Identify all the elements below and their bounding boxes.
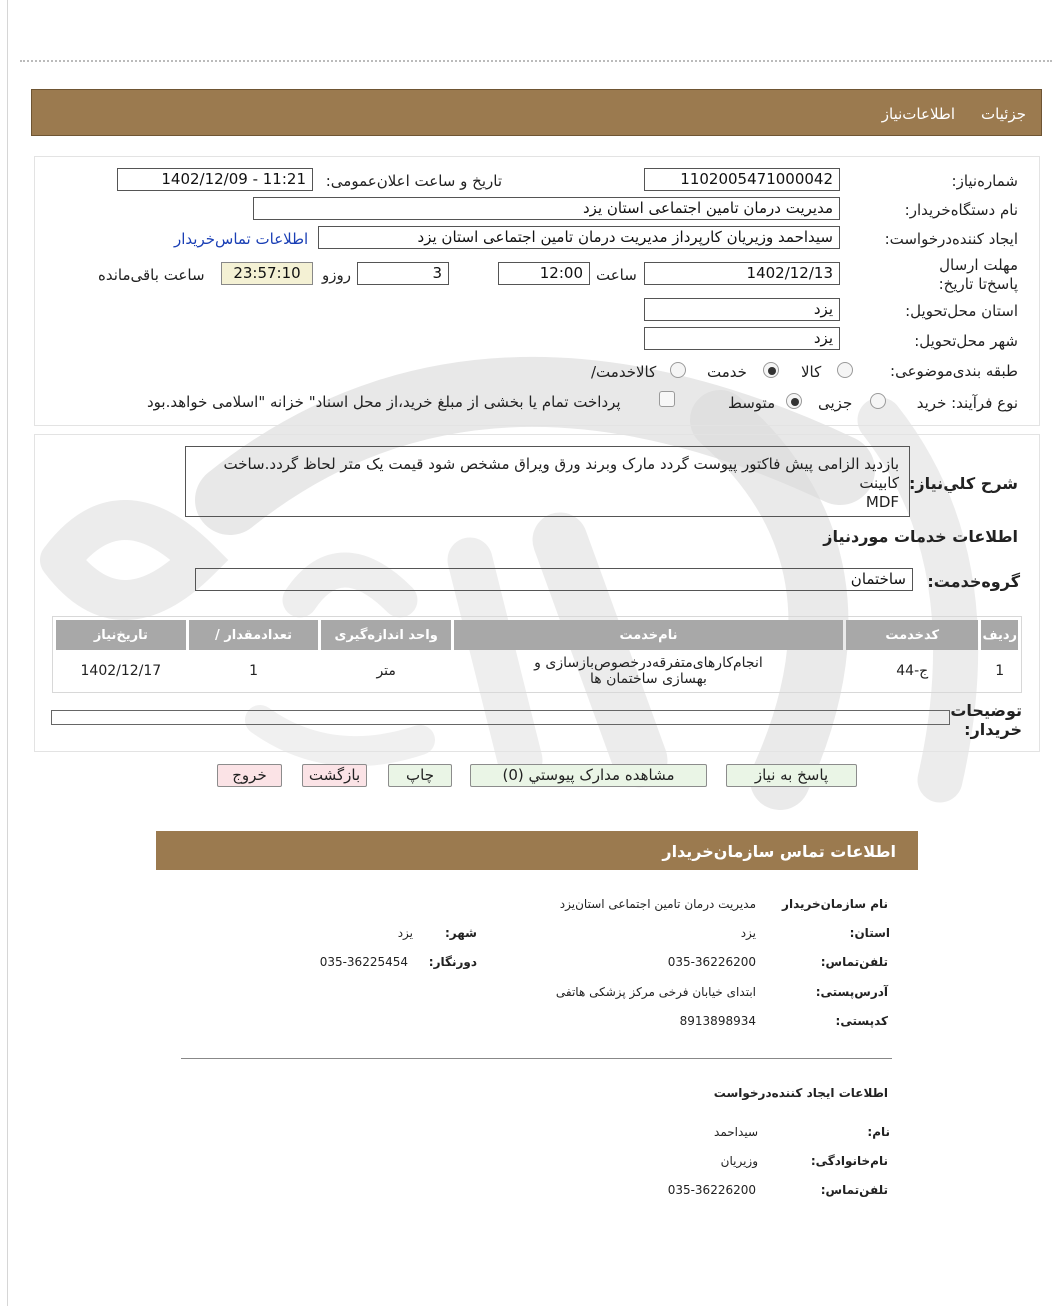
- table-row: [56, 653, 1018, 689]
- buyer-org-field[interactable]: مدیریت درمان تامین اجتماعی استان یزد: [253, 197, 840, 220]
- deadline-time-field[interactable]: 12:00: [498, 262, 590, 285]
- service-group-label: گروه‌خدمت:: [927, 572, 1020, 591]
- contact-separator: [181, 1058, 892, 1059]
- phone-value: 035-36226200: [667, 955, 756, 969]
- postal-code-value: 8913898934: [679, 1014, 756, 1028]
- buyer-org-label: نام دستگاه‌خریدار:: [904, 201, 1018, 219]
- reply-button[interactable]: پاسخ به نیاز: [726, 764, 857, 787]
- services-table: [52, 616, 1022, 693]
- summary-line-3: MDF: [865, 493, 899, 511]
- cell-name-line-1: انجام‌کارهای‌متفرقه‌درخصوص‌بازسازی و: [534, 655, 763, 671]
- back-button[interactable]: بازگشت: [302, 764, 367, 787]
- creator-family-label: نام‌خانوادگی:: [810, 1154, 888, 1168]
- address-label: آدرس‌پستی:: [815, 985, 888, 999]
- tab-need-info[interactable]: اطلاعات‌نیاز: [881, 105, 955, 123]
- services-table-header: [56, 620, 1018, 650]
- address-value: ابتدای خیابان فرخی مرکز پزشکی هاتفی: [555, 985, 756, 999]
- delivery-city-label: شهر محل‌تحویل:: [914, 332, 1018, 350]
- province-label: استان:: [849, 926, 890, 940]
- deadline-time-label: ساعت: [596, 266, 637, 284]
- treasury-payment-note: پرداخت تمام یا بخشی از مبلغ خرید،از محل اسناد" خزانه "اسلامی خواهد.بود: [147, 393, 621, 411]
- col-unit: واحد اندازه‌گیری: [321, 620, 451, 650]
- print-button[interactable]: چاپ: [388, 764, 452, 787]
- city-value: یزد: [397, 926, 413, 940]
- buyer-contact-section-title: [156, 831, 918, 870]
- phone-label: تلفن‌تماس:: [820, 955, 888, 969]
- need-number-label: شماره‌نیاز:: [951, 172, 1018, 190]
- need-number-field[interactable]: 1102005471000042: [644, 168, 840, 191]
- col-row: ردیف: [981, 620, 1018, 650]
- summary-line-2: کابینت: [859, 474, 899, 492]
- deadline-date-field[interactable]: 1402/12/13: [644, 262, 840, 285]
- buyer-contact-title: اطلاعات تماس سازمان‌خریدار: [662, 842, 896, 861]
- category-goods-service-radio[interactable]: [670, 362, 686, 378]
- col-name: نام‌خدمت: [454, 620, 843, 650]
- cell-qty: 1: [249, 663, 258, 679]
- service-group-field[interactable]: ساختمان: [195, 568, 913, 591]
- creator-family-value: وزیریان: [720, 1154, 758, 1168]
- creator-name-label: نام:: [867, 1125, 890, 1139]
- days-label: روزو: [322, 266, 351, 284]
- cell-name-line-2: بهسازی ساختمان ها: [590, 671, 707, 687]
- fax-value: 035-36225454: [319, 955, 408, 969]
- cell-row: 1: [995, 663, 1005, 679]
- postal-code-label: کدپستی:: [835, 1014, 888, 1028]
- summary-description: [185, 446, 910, 517]
- category-goods-label: کالا: [801, 363, 822, 381]
- cell-date: 1402/12/17: [80, 663, 162, 679]
- process-medium-radio[interactable]: [786, 393, 802, 409]
- announce-date-label: تاریخ و ساعت اعلان‌عمومی:: [325, 172, 502, 190]
- view-attachments-button[interactable]: مشاهده مدارک پیوستي (0): [470, 764, 707, 787]
- creator-info-title: اطلاعات ایجاد کننده‌درخواست: [713, 1086, 888, 1100]
- delivery-province-field[interactable]: یزد: [644, 298, 840, 321]
- category-goods-radio[interactable]: [837, 362, 853, 378]
- creator-name-value: سیداحمد: [714, 1125, 758, 1139]
- process-minor-radio[interactable]: [870, 393, 886, 409]
- process-minor-label: جزیی: [818, 394, 853, 412]
- buyer-notes-field[interactable]: [51, 710, 950, 725]
- cell-unit: متر: [376, 663, 396, 679]
- services-heading: اطلاعات خدمات موردنیاز: [823, 527, 1018, 546]
- cell-code: ج-44: [896, 663, 929, 679]
- delivery-province-label: استان محل‌تحویل:: [905, 302, 1018, 320]
- tab-details[interactable]: جزئیات: [981, 105, 1026, 123]
- creator-phone-label: تلفن‌تماس:: [820, 1183, 888, 1197]
- summary-line-1: بازدید الزامی پیش فاکتور پیوست گردد مارک وبرند ورق ویراق مشخص شود قیمت یک متر لحاظ گردد.ساخت: [223, 455, 899, 473]
- days-field[interactable]: 3: [357, 262, 449, 285]
- buyer-notes-label-line-2: خریدار:: [964, 720, 1022, 739]
- deadline-label: مهلت ارسال پاسخ‌تا تاریخ:: [938, 256, 1018, 293]
- page-title-bar: [31, 89, 1042, 136]
- cell-name: [454, 653, 843, 689]
- buyer-notes-label: [950, 701, 1022, 739]
- category-label: طبقه بندی‌موضوعی:: [890, 362, 1018, 380]
- buyer-notes-label-line-1: توضیحات: [950, 701, 1022, 720]
- province-value: یزد: [740, 926, 756, 940]
- announce-date-field[interactable]: 1402/12/09 - 11:21: [117, 168, 313, 191]
- exit-button[interactable]: خروج: [217, 764, 282, 787]
- col-code: کدخدمت: [846, 620, 979, 650]
- creator-phone-value: 035-36226200: [667, 1183, 756, 1197]
- category-goods-service-label: کالاخدمت/: [591, 363, 657, 381]
- col-qty: تعدادمقدار /: [189, 620, 319, 650]
- creator-label: ایجاد کننده‌درخواست:: [884, 230, 1018, 248]
- process-medium-label: متوسط: [728, 394, 776, 412]
- treasury-payment-checkbox[interactable]: [659, 391, 675, 407]
- category-service-label: خدمت: [707, 363, 747, 381]
- org-label: نام سازمان‌خریدار: [782, 897, 888, 911]
- process-type-label: نوع فرآیند: خرید: [916, 394, 1018, 412]
- org-value: مدیریت درمان تامین اجتماعی استان‌یزد: [559, 897, 756, 911]
- creator-field[interactable]: سیداحمد وزیریان کارپرداز مدیریت درمان تامین اجتماعی استان یزد: [318, 226, 840, 249]
- delivery-city-field[interactable]: یزد: [644, 327, 840, 350]
- category-service-radio[interactable]: [763, 362, 779, 378]
- fax-label: دورنگار:: [428, 955, 477, 969]
- remaining-time-field: 23:57:10: [221, 262, 313, 285]
- remaining-time-label: ساعت باقی‌مانده: [98, 266, 205, 284]
- buyer-contact-link[interactable]: اطلاعات تماس‌خریدار: [174, 230, 309, 248]
- city-label: شهر:: [445, 926, 477, 940]
- col-date: تاریخ‌نیاز: [56, 620, 186, 650]
- summary-label: شرح کلي‌نیاز:: [909, 474, 1018, 493]
- frame-border: [7, 0, 8, 1306]
- top-dotted-divider: [20, 60, 1052, 62]
